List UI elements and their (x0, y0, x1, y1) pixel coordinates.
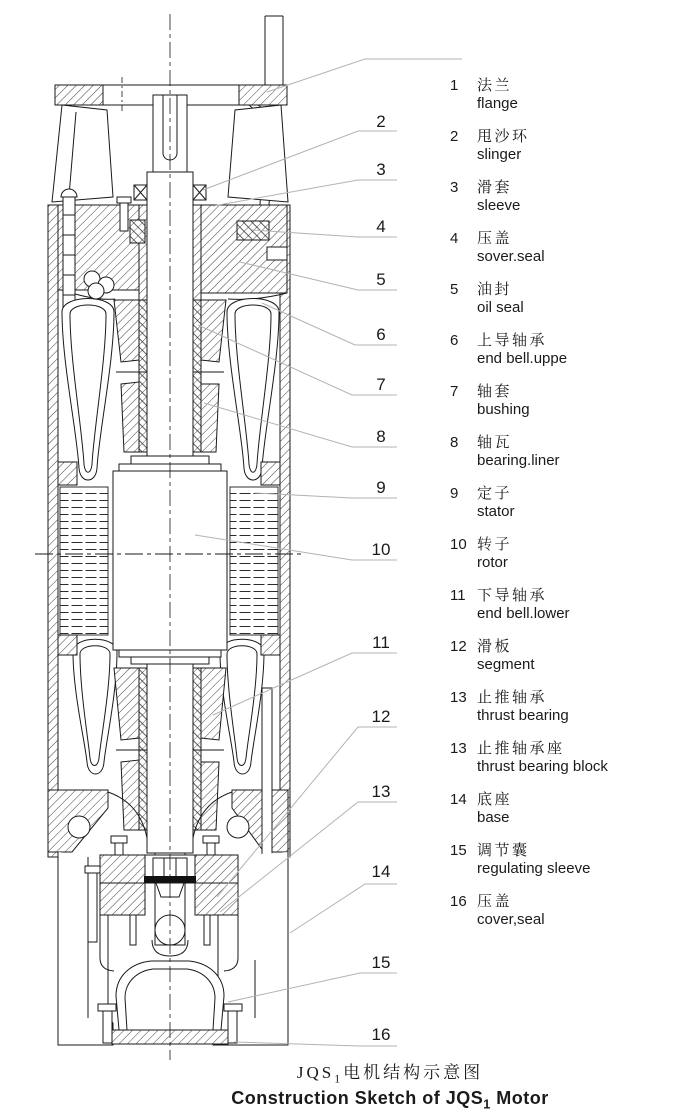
legend-item-name-zh: 调节囊 (477, 842, 530, 859)
legend-item-name-zh: 滑套 (477, 179, 513, 196)
parts-legend (450, 77, 674, 944)
legend-item-name-zh: 压盖 (477, 893, 513, 910)
legend-item-name-en: end bell.lower (477, 605, 570, 622)
title-english: Construction Sketch of $JQS_1$ Motor (231, 1088, 549, 1112)
legend-item (450, 485, 674, 536)
legend-item (450, 77, 674, 128)
legend-item-name-zh: 转子 (477, 536, 513, 553)
callout-number-3: 3 (376, 160, 386, 179)
callout-number-13: 13 (371, 782, 391, 801)
legend-item-name-en: end bell.uppe (477, 350, 568, 367)
legend-item-number: 3 (450, 179, 459, 196)
legend-item (450, 893, 674, 944)
legend-item-name-zh: 轴瓦 (477, 434, 513, 451)
callout-number-10: 10 (371, 540, 391, 559)
legend-item-name-en: bushing (477, 401, 530, 418)
legend-item (450, 383, 674, 434)
legend-item (450, 740, 674, 791)
callout-number-16: 16 (371, 1025, 391, 1044)
legend-item (450, 689, 674, 740)
callout-number-2: 2 (376, 112, 386, 131)
legend-item-name-en: slinger (477, 146, 522, 163)
legend-item-name-zh: 滑板 (477, 638, 513, 655)
legend-item-number: 5 (450, 281, 459, 298)
legend-item (450, 842, 674, 893)
legend-item (450, 281, 674, 332)
legend-item-number: 11 (450, 587, 466, 604)
legend-item-name-zh: 定子 (477, 485, 513, 502)
legend-item-number: 16 (450, 893, 467, 910)
legend-item-name-en: rotor (477, 554, 508, 571)
legend-item-name-en: base (477, 809, 510, 826)
legend-item-name-zh: 油封 (477, 281, 513, 298)
legend-item-name-en: regulating sleeve (477, 860, 591, 877)
callout-number-6: 6 (376, 325, 386, 344)
legend-item (450, 332, 674, 383)
legend-item-name-en: thrust bearing (477, 707, 569, 724)
legend-item-name-en: thrust bearing block (477, 758, 608, 775)
legend-item-name-zh: 法兰 (477, 77, 513, 94)
legend-item-name-zh: 下导轴承 (477, 587, 548, 604)
legend-item-name-en: sover.seal (477, 248, 545, 265)
legend-item-number: 15 (450, 842, 467, 859)
legend-item-number: 1 (450, 77, 459, 94)
legend-item-name-en: cover,seal (477, 911, 545, 928)
legend-item-name-zh: 压盖 (477, 230, 513, 247)
legend-item-number: 7 (450, 383, 459, 400)
legend-item-name-en: sleeve (477, 197, 521, 214)
legend-item (450, 638, 674, 689)
legend-item (450, 791, 674, 842)
legend-item-name-zh: 底座 (477, 791, 513, 808)
legend-item-name-zh: 止推轴承座 (477, 740, 565, 757)
legend-item-name-en: oil seal (477, 299, 524, 316)
legend-item-name-zh: 轴套 (477, 383, 513, 400)
legend-item-number: 9 (450, 485, 459, 502)
callout-number-15: 15 (371, 953, 391, 972)
legend-item-name-en: stator (477, 503, 515, 520)
callout-number-12: 12 (371, 707, 391, 726)
legend-item-name-en: flange (477, 95, 518, 112)
legend-item (450, 587, 674, 638)
legend-item (450, 434, 674, 485)
callout-number-11: 11 (372, 633, 390, 652)
legend-item-number: 10 (450, 536, 467, 553)
legend-item-number: 4 (450, 230, 459, 247)
title-chinese: $JQS_1$电机结构示意图 (296, 1063, 484, 1086)
callout-number-8: 8 (376, 427, 386, 446)
legend-item-number: 13 (450, 740, 467, 757)
legend-item (450, 230, 674, 281)
legend-item-number: 14 (450, 791, 467, 808)
legend-item (450, 128, 674, 179)
legend-item-name-zh: 甩沙环 (477, 128, 530, 145)
legend-item-number: 13 (450, 689, 467, 706)
legend-item (450, 179, 674, 230)
legend-item (450, 536, 674, 587)
callout-number-7: 7 (376, 375, 386, 394)
diagram-title (180, 1063, 600, 1113)
callout-number-4: 4 (376, 217, 386, 236)
callout-number-14: 14 (371, 862, 391, 881)
legend-item-name-zh: 止推轴承 (477, 689, 548, 706)
legend-item-number: 12 (450, 638, 467, 655)
legend-item-name-zh: 上导轴承 (477, 332, 548, 349)
legend-item-name-en: bearing.liner (477, 452, 560, 469)
callout-number-5: 5 (376, 270, 386, 289)
legend-item-number: 8 (450, 434, 459, 451)
legend-item-name-en: segment (477, 656, 535, 673)
legend-item-number: 6 (450, 332, 459, 349)
callout-number-9: 9 (376, 478, 386, 497)
legend-item-number: 2 (450, 128, 459, 145)
